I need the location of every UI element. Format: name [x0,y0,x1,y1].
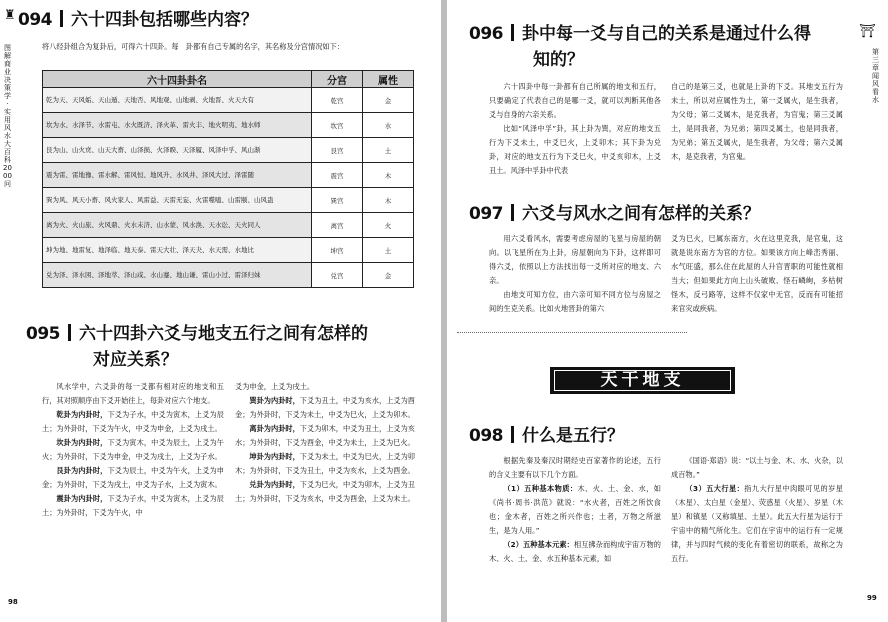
q096-heading [469,22,811,46]
table-row: 巽为风、风天小畜、风火家人、风雷益、天雷无妄、火雷噬嗑、山雷颐、山风蛊 巽宫 木 [43,188,414,213]
table-header-element: 属性 [363,71,414,88]
paragraph: 《国语·郑语》说：“以土与金、木、水、火杂，以成百物。” [671,456,843,479]
table-row: 艮为山、山火贲、山天大畜、山泽损、火泽睽、天泽履、风泽中孚、风山渐 艮宫 土 [43,138,414,163]
paragraph: 根据先秦及秦汉时期经史百家著作的论述，五行的含义主要有以下几个方面。 [489,456,661,479]
q097-column-2 [671,232,843,316]
paragraph: 风水学中，六爻卦的每一爻都有相对应的地支和五行，其对照顺序由下爻开始往上，每卦对应六个地支。 [42,382,224,405]
paragraph: 离卦为内卦时，下爻为卯木，中爻为丑土，上爻为亥水；为外卦时，下爻为酉金，中爻为未土，上爻为巳火。 [235,424,415,447]
crown-icon: ♜ [4,8,16,23]
table-row: 乾为天、天风姤、天山遁、天地否、风地观、山地剥、火地晋、火天大有 乾宫 金 [43,88,414,113]
left-page-number: 98 [8,598,18,606]
paragraph: 乾卦为内卦时，下爻为子水，中爻为寅木，上爻为辰土；为外卦时，下爻为午火，中爻为申金，上爻为戌土。 [42,410,224,433]
q095-title-line2: 对应关系？ [93,350,178,370]
table-header-names: 六十四卦卦名 [43,71,312,88]
paragraph: 震卦为内卦时，下爻为子水，中爻为寅木，上爻为辰土；为外卦时，下爻为午火，中 [42,494,224,517]
q097-title: 六爻与风水之间有怎样的关系？ [522,204,760,224]
paragraph: 六十四卦中每一卦都有自己所属的地支和五行，只要确定了代表自己的是哪一爻，就可以判断其他各爻与自身的六亲关系。 [489,82,661,119]
section-banner: 天干地支 [550,367,735,394]
paragraph: 兑卦为内卦时，下爻为巳火，中爻为卯木，上爻为丑土；为外卦时，下爻为亥水，中爻为酉金，上爻为未土。 [235,480,415,503]
right-page-number: 99 [867,594,877,602]
paragraph: 爻为申金，上爻为戌土。 [235,382,315,391]
q096-column-2 [671,80,843,164]
q098-title: 什么是五行？ [522,426,624,446]
paragraph: 由地支可知方位，由六亲可知不同方位与房屋之间的生克关系。比如火地晋卦的第六 [489,290,661,313]
paragraph: 比如“风泽中孚”卦，其上卦为巽，对应的地支五行为下爻未土，中爻巳火，上爻卯木；其下卦为兑卦，对应的地支五行为下爻巳火，中爻亥卯木，上爻丑土。风泽中孚卦中代表 [489,124,661,175]
chapter-emblem-icon: ⛩ [859,24,876,39]
table-header-palace: 分宫 [312,71,363,88]
heading-bar [511,24,514,41]
table-row: 坎为水、水泽节、水雷屯、水火既济、泽火革、雷火丰、地火明夷、地水师 坎宫 水 [43,113,414,138]
q098-column-1 [489,454,661,566]
q095-heading [26,322,368,346]
q095-column-2 [235,380,415,506]
paragraph: 坎卦为内卦时，下爻为寅木，中爻为辰土，上爻为午火；为外卦时，下爻为申金，中爻为戌土，上爻为子水。 [42,438,224,461]
q096-column-1 [489,80,661,178]
q096-title-line2: 知的？ [533,50,584,70]
q098-column-2 [671,454,843,566]
table-row: 离为火、火山旅、火风鼎、火水未济、山水蒙、风水涣、天水讼、天火同人 离宫 火 [43,213,414,238]
paragraph: （1）五种基本物质：木、火、土、金、水，如《尚书·周书·洪范》就说：“水火者，百姓之所饮食也；金木者，百姓之所兴作也；土者，万物之所滋生，是为人用。” [489,484,661,535]
table-row: 坤为地、地雷复、地泽临、地天泰、雷天大壮、泽天夬、水天需、水地比 坤宫 土 [43,238,414,263]
left-side-label: 图解商业决策学·实用风水大百科2000问 [3,44,12,188]
q097-column-1 [489,232,661,316]
q096-title-line1: 卦中每一爻与自己的关系是通过什么得 [522,24,811,44]
left-page [0,0,441,622]
q095-number: 095 [26,324,60,344]
paragraph: 艮卦为内卦时，下爻为辰土，中爻为午火，上爻为申金；为外卦时，下爻为戌土，中爻为子水，上爻为寅木。 [42,466,224,489]
q098-number: 098 [469,426,503,446]
table-row: 震为雷、雷地豫、雷水解、雷风恒、地风升、水风井、泽风大过、泽雷随 震宫 木 [43,163,414,188]
q094-intro: 将八经卦组合为复卦后，可得六十四卦。每 卦都有自己专属的名字，其名称及分宫情况如下： [42,42,344,51]
paragraph: 坤卦为内卦时，下爻为未土，中爻为巳火，上爻为卯木；为外卦时，下爻为丑土，中爻为亥水，上爻为酉金。 [235,452,415,475]
q097-heading [469,202,760,226]
paragraph: （2）五种基本元素：相互拂杂而构成宇宙万物的木、火、土、金、水五种基本元素，如 [489,540,661,563]
table-row: 兑为泽、泽水困、泽地萃、泽山咸、水山蹇、地山谦、雷山小过、雷泽归妹 兑宫 金 [43,263,414,288]
paragraph: 用六爻看风水，需要考虑房屋的飞星与房屋的朝向。以飞星所在为上卦，房屋朝向为下卦，这样即可得六爻，依照以上方法找出每一爻所对应的地支、六亲。 [489,234,661,285]
q094-title: 六十四卦包括哪些内容？ [71,10,258,30]
q098-heading [469,424,624,448]
section-divider [457,332,687,333]
paragraph: 自己的是第三爻，也就是上卦的下爻。其地支五行为未土，所以对应属性为土，第一爻属火，是生我者，为父母；第二爻属木，是克我者，为官鬼；第三爻属土，是同我者，为兄弟；第四爻属土，也是同我者，为兄弟；第五爻属火，是生我者，为父母；第六爻属木，是克我者，为官鬼。 [671,82,843,161]
heading-bar [60,10,63,27]
q094-number: 094 [18,10,52,30]
right-side-label: 第三章 闻风看水 [872,48,886,104]
q096-number: 096 [469,24,503,44]
heading-bar [511,204,514,221]
heading-bar [511,426,514,443]
q097-number: 097 [469,204,503,224]
paragraph: 爻为巳火，巳属东南方，火在这里克我，是官鬼，这就是说东南方为官的方位。如果该方向上峰峦秀丽、水气旺盛，那么住在此屋的人升官晋职的可能性就相当大；但如果此方向上山头破败、怪石嶙峋，多枯树怪木，反弓路等，这样不仅家中无官，反而有可能招来官灾或疾病。 [671,234,843,313]
q095-column-1 [42,380,224,520]
q094-heading [18,8,258,32]
paragraph: （3）五大行星：指九大行星中肉眼可见的岁星（木星）、太白星（金星）、荧惑星（火星）、岁星（木星）和镇星（又称填星、土星）。此五大行星为运行于宇宙中的精气所化生。它们在宇宙中的运行有一定规律，并与四时气候的变化有着密切的联系，故称之为五行。 [671,484,843,563]
paragraph: 巽卦为内卦时，下爻为丑土，中爻为亥水，上爻为酉金；为外卦时，下爻为未土，中爻为巳火，上爻为卯木。 [235,396,415,419]
right-page [447,0,888,622]
heading-bar [68,324,71,341]
hexagram-table [42,70,414,288]
q095-title-line1: 六十四卦六爻与地支五行之间有怎样的 [79,324,368,344]
